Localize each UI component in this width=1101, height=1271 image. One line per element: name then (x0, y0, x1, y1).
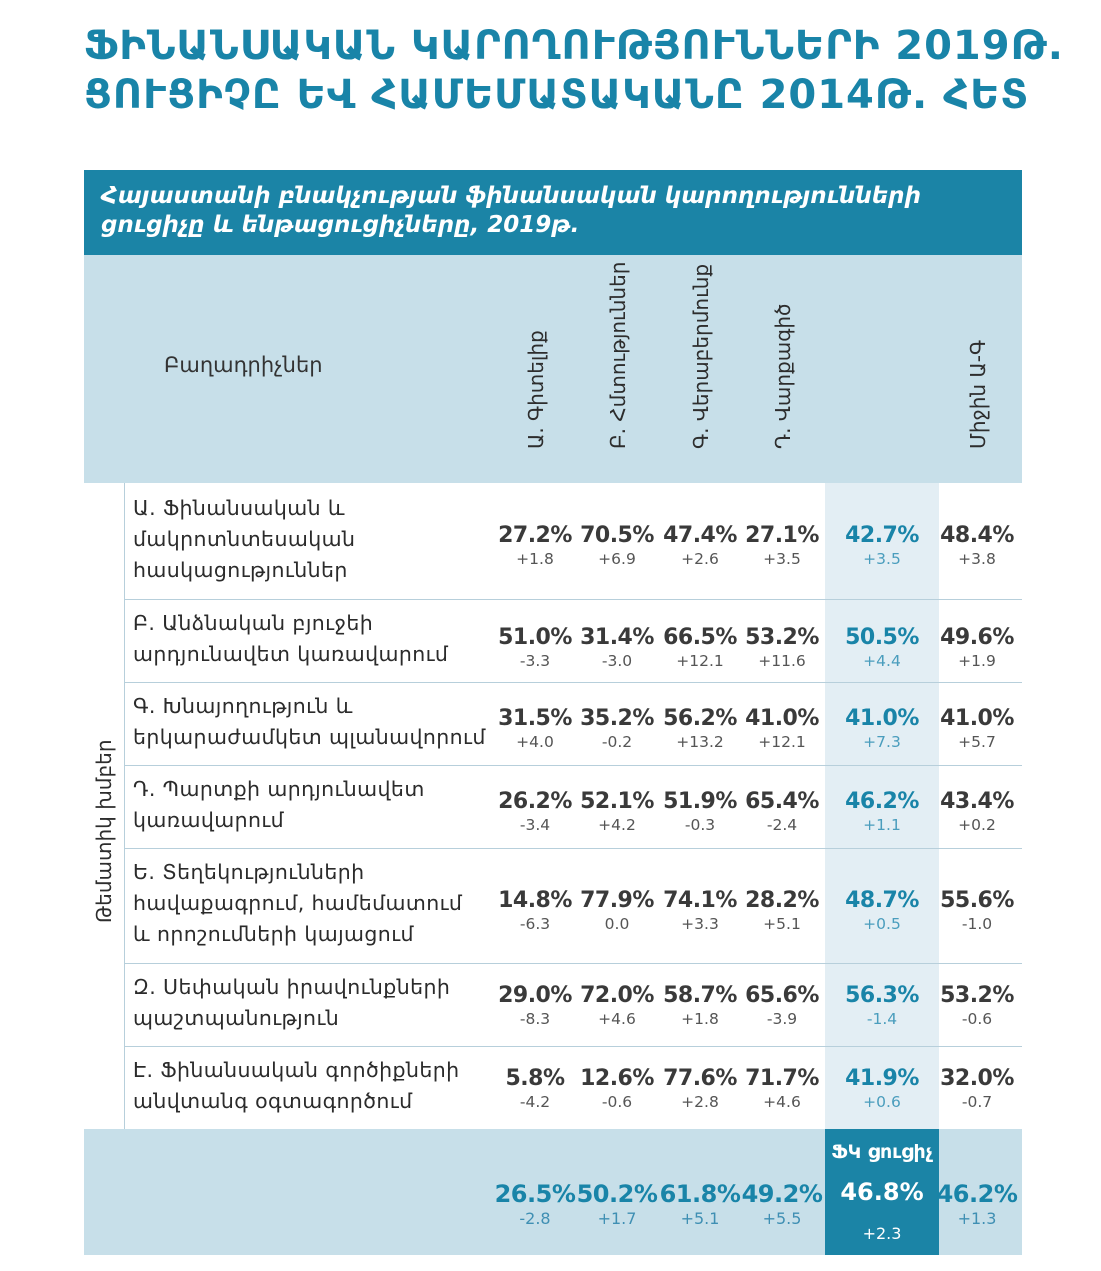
cell-value: 50.5% (845, 625, 919, 650)
table-row (124, 765, 1022, 849)
cell-value: 48.7% (845, 888, 919, 913)
cell-change: +7.3 (863, 733, 901, 751)
cell-change: +3.5 (863, 550, 901, 568)
cell-change: +11.6 (758, 652, 806, 670)
cell-change: -2.4 (766, 816, 798, 834)
cell-value: 58.7% (663, 983, 737, 1008)
row-label-line: կառավարում (133, 808, 285, 832)
cell-average (932, 983, 1022, 1029)
thematic-groups-label: Թեմատիկ խմբեր (92, 739, 116, 923)
page-title-line-2: ՑՈՒՑԻՉԸ ԵՎ ՀԱՄԵՄԱՏԱԿԱՆԸ 2014Թ. ՀԵՏ (84, 72, 1030, 118)
cell-behavior (737, 523, 827, 569)
cell-value: 72.0% (580, 983, 654, 1008)
cell-value: 43.4% (940, 789, 1014, 814)
cell-change: +0.6 (863, 1093, 901, 1111)
cell-average (932, 625, 1022, 671)
cell-value: 77.9% (580, 888, 654, 913)
cell-fc-index (837, 1066, 927, 1112)
row-label (133, 774, 508, 836)
column-header-knowledge (515, 273, 557, 473)
column-header-attitude (680, 263, 722, 473)
table-caption-line-2: ցուցիչը և ենթացուցիչները, 2019թ. (101, 212, 580, 238)
cell-behavior (737, 789, 827, 835)
fc-index-change: +2.3 (862, 1224, 902, 1243)
cell-average (932, 789, 1022, 835)
row-label-line: հասկացություններ (133, 558, 348, 582)
cell-change: -0.3 (684, 816, 716, 834)
cell-change: +4.6 (598, 1010, 636, 1028)
cell-value: 50.2% (576, 1180, 658, 1208)
column-headers (84, 255, 1022, 483)
cell-value: 53.2% (745, 625, 819, 650)
cell-value: 27.1% (745, 523, 819, 548)
cell-value: 56.2% (663, 706, 737, 731)
cell-value: 31.5% (498, 706, 572, 731)
row-label-line: Գ. Խնայողություն և (133, 694, 353, 718)
cell-value: 71.7% (745, 1066, 819, 1091)
cell-skills (572, 625, 662, 671)
cell-change: -8.3 (519, 1010, 551, 1028)
cell-behavior (737, 888, 827, 934)
cell-change: +1.7 (597, 1209, 637, 1228)
cell-knowledge (490, 888, 580, 934)
cell-change: -1.0 (961, 915, 993, 933)
cell-value: 5.8% (505, 1066, 565, 1091)
table-row (124, 682, 1022, 766)
row-label-line: հավաքագրում, համեմատում (133, 891, 463, 915)
row-label (133, 857, 508, 950)
summary-average (932, 1179, 1022, 1229)
row-label (133, 493, 508, 586)
cell-knowledge (490, 789, 580, 835)
page-title-line-1: ՖԻՆԱՆՍԱԿԱՆ ԿԱՐՈՂՈՒԹՅՈՒՆՆԵՐԻ 2019Թ. (84, 23, 1064, 69)
row-label-line: Ա. Ֆինանսական և (133, 496, 345, 520)
cell-value: 29.0% (498, 983, 572, 1008)
table-caption-line-1: Հայաստանի բնակչության ֆինանսական կարողությունների (101, 183, 922, 209)
cell-value: 65.6% (745, 983, 819, 1008)
column-header-label: Բ. Հմտություններ (606, 261, 630, 449)
cell-value: 74.1% (663, 888, 737, 913)
column-header-label: Ա. Գիտելիք (524, 330, 548, 449)
table-row (124, 599, 1022, 683)
cell-value: 32.0% (940, 1066, 1014, 1091)
row-label-line: պաշտպանություն (133, 1006, 340, 1030)
cell-skills (572, 706, 662, 752)
table-caption (101, 182, 1001, 240)
thematic-groups-cell (84, 483, 125, 1129)
cell-fc-index (837, 983, 927, 1029)
cell-change: +5.1 (680, 1209, 720, 1228)
cell-knowledge (490, 523, 580, 569)
cell-change: +5.1 (763, 915, 801, 933)
cell-skills (572, 888, 662, 934)
cell-value: 41.9% (845, 1066, 919, 1091)
cell-change: +1.8 (681, 1010, 719, 1028)
cell-change: 0.0 (604, 915, 630, 933)
cell-value: 51.9% (663, 789, 737, 814)
cell-knowledge (490, 625, 580, 671)
cell-change: +3.3 (681, 915, 719, 933)
cell-change: -4.2 (519, 1093, 551, 1111)
cell-value: 41.0% (940, 706, 1014, 731)
table-row (124, 483, 1022, 600)
cell-knowledge (490, 1066, 580, 1112)
cell-fc-index (837, 888, 927, 934)
row-label-line: Ե. Տեղեկությունների (133, 860, 365, 884)
cell-attitude (655, 789, 745, 835)
cell-change: +0.2 (958, 816, 996, 834)
cell-value: 41.0% (845, 706, 919, 731)
table-row (124, 848, 1022, 964)
row-label-line: Դ. Պարտքի արդյունավետ (133, 777, 425, 801)
cell-change: +1.8 (516, 550, 554, 568)
cell-value: 77.6% (663, 1066, 737, 1091)
summary-behavior (737, 1179, 827, 1229)
cell-change: +2.6 (681, 550, 719, 568)
cell-value: 49.2% (741, 1180, 823, 1208)
cell-attitude (655, 983, 745, 1029)
row-label (133, 608, 508, 670)
cell-behavior (737, 1066, 827, 1112)
cell-knowledge (490, 706, 580, 752)
cell-change: -3.4 (519, 816, 551, 834)
cell-change: +4.2 (598, 816, 636, 834)
cell-value: 26.2% (498, 789, 572, 814)
cell-behavior (737, 706, 827, 752)
cell-value: 49.6% (940, 625, 1014, 650)
column-header-average (957, 273, 999, 473)
cell-change: -0.2 (601, 733, 633, 751)
cell-change: +4.4 (863, 652, 901, 670)
cell-value: 12.6% (580, 1066, 654, 1091)
cell-attitude (655, 625, 745, 671)
cell-value: 31.4% (580, 625, 654, 650)
cell-change: +3.8 (958, 550, 996, 568)
capabilities-table (84, 170, 1022, 1255)
cell-value: 52.1% (580, 789, 654, 814)
cell-value: 53.2% (940, 983, 1014, 1008)
cell-value: 46.2% (936, 1180, 1018, 1208)
cell-change: +13.2 (676, 733, 724, 751)
cell-change: +0.5 (863, 915, 901, 933)
table-row (124, 963, 1022, 1047)
cell-average (932, 706, 1022, 752)
cell-change: +1.9 (958, 652, 996, 670)
cell-change: +1.3 (957, 1209, 997, 1228)
row-label-line: Է. Ֆինանսական գործիքների (133, 1058, 460, 1082)
cell-attitude (655, 523, 745, 569)
cell-change: -3.0 (601, 652, 633, 670)
cell-behavior (737, 625, 827, 671)
cell-change: +12.1 (758, 733, 806, 751)
cell-fc-index (837, 523, 927, 569)
row-label-line: և որոշումների կայացում (133, 922, 414, 946)
cell-change: +5.7 (958, 733, 996, 751)
column-header-label: Միջին Ա-Գ (966, 339, 990, 449)
summary-row (84, 1129, 1022, 1255)
row-label-line: Բ. Անձնական բյուջեի (133, 611, 374, 635)
fc-index-label: ՖԿ ցուցիչ (831, 1141, 933, 1163)
row-label-line: արդյունավետ կառավարում (133, 642, 449, 666)
cell-skills (572, 983, 662, 1029)
fc-index-box (825, 1129, 939, 1255)
cell-change: +1.1 (863, 816, 901, 834)
cell-value: 51.0% (498, 625, 572, 650)
cell-change: -0.6 (601, 1093, 633, 1111)
cell-value: 28.2% (745, 888, 819, 913)
cell-change: -0.7 (961, 1093, 993, 1111)
table-row (124, 1046, 1022, 1129)
row-label (133, 691, 508, 753)
row-label-line: մակրոտնտեսական (133, 527, 356, 551)
row-label-line: Զ. Սեփական իրավունքների (133, 975, 451, 999)
cell-change: +12.1 (676, 652, 724, 670)
cell-average (932, 888, 1022, 934)
cell-change: +2.8 (681, 1093, 719, 1111)
column-header-skills (597, 261, 639, 473)
row-label (133, 1055, 508, 1117)
cell-value: 70.5% (580, 523, 654, 548)
table-header (84, 170, 1022, 255)
row-label (133, 972, 508, 1034)
summary-knowledge (490, 1179, 580, 1229)
column-header-label: Գ. Վերաբերմունք (689, 263, 713, 449)
summary-skills (572, 1179, 662, 1229)
cell-value: 47.4% (663, 523, 737, 548)
summary-attitude (655, 1179, 745, 1229)
cell-change: +6.9 (598, 550, 636, 568)
cell-value: 48.4% (940, 523, 1014, 548)
cell-fc-index (837, 625, 927, 671)
cell-value: 65.4% (745, 789, 819, 814)
cell-change: -0.6 (961, 1010, 993, 1028)
cell-attitude (655, 706, 745, 752)
cell-change: +3.5 (763, 550, 801, 568)
cell-value: 61.8% (659, 1180, 741, 1208)
column-header-label: Դ. Վարքագիծ (771, 303, 795, 449)
cell-value: 42.7% (845, 523, 919, 548)
cell-change: +4.0 (516, 733, 554, 751)
cell-change: -1.4 (866, 1010, 898, 1028)
cell-change: +5.5 (762, 1209, 802, 1228)
page-title (84, 22, 1084, 120)
cell-value: 41.0% (745, 706, 819, 731)
cell-change: -3.3 (519, 652, 551, 670)
row-label-line: երկարաժամկետ պլանավորում (133, 725, 486, 749)
cell-fc-index (837, 706, 927, 752)
cell-value: 55.6% (940, 888, 1014, 913)
cell-average (932, 1066, 1022, 1112)
cell-value: 35.2% (580, 706, 654, 731)
cell-fc-index (837, 789, 927, 835)
cell-skills (572, 1066, 662, 1112)
cell-change: -2.8 (519, 1209, 551, 1228)
cell-value: 27.2% (498, 523, 572, 548)
fc-index-value: 46.8% (840, 1178, 924, 1206)
cell-value: 14.8% (498, 888, 572, 913)
cell-behavior (737, 983, 827, 1029)
cell-value: 66.5% (663, 625, 737, 650)
cell-knowledge (490, 983, 580, 1029)
cell-attitude (655, 888, 745, 934)
cell-attitude (655, 1066, 745, 1112)
cell-skills (572, 523, 662, 569)
components-label: Բաղադրիչներ (164, 353, 323, 377)
cell-change: -6.3 (519, 915, 551, 933)
cell-value: 26.5% (494, 1180, 576, 1208)
row-label-line: անվտանգ օգտագործում (133, 1089, 413, 1113)
cell-value: 46.2% (845, 789, 919, 814)
cell-change: -3.9 (766, 1010, 798, 1028)
cell-value: 56.3% (845, 983, 919, 1008)
cell-skills (572, 789, 662, 835)
cell-change: +4.6 (763, 1093, 801, 1111)
cell-average (932, 523, 1022, 569)
column-header-behavior (762, 273, 804, 473)
